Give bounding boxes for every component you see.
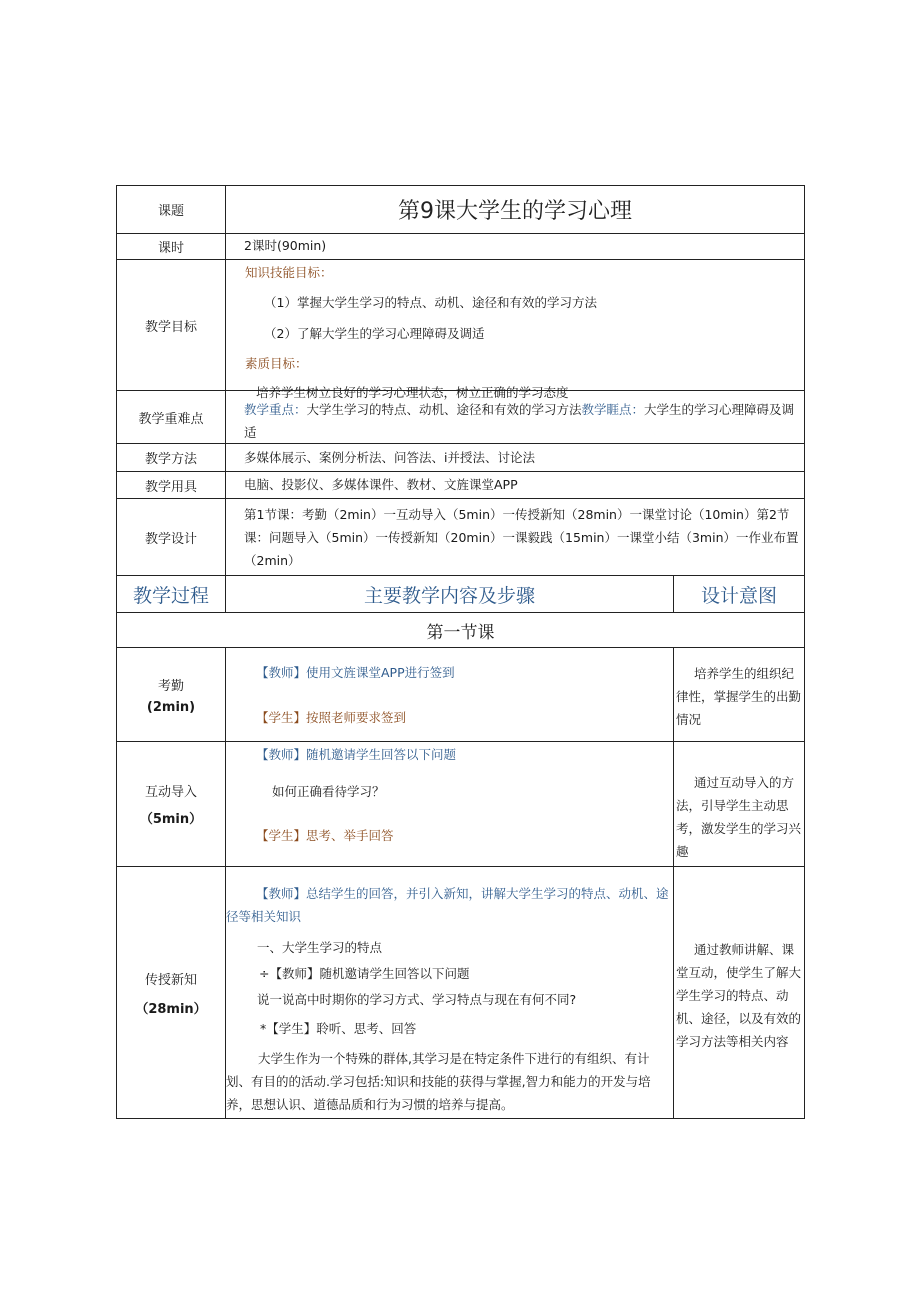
row-intro-intent: 通过互动导入的方法，引导学生主动思考，激发学生的学习兴趣 <box>676 775 802 859</box>
row-intro-label <box>117 742 225 866</box>
hours-label: 课时 <box>157 241 184 256</box>
goals-quality-title: 素质目标： <box>245 356 308 371</box>
design-value: 第1节课：考勤（2min）一互动导入（5min）一传授新知（28min）一课堂讨论（10min）第2节课：问题导入（5min）一传授新知（20min）一课毅践（15min）一课堂小结（3min）一作业布置（2min） <box>244 507 799 568</box>
key-focus-title: 教学重点： <box>244 402 307 417</box>
row-new-knowledge-name: 传授新知 <box>144 972 197 988</box>
tools-label: 教学用具 <box>144 479 197 495</box>
row-intro <box>117 742 804 866</box>
row-intro-time: （5min） <box>139 812 203 827</box>
row-new-knowledge <box>117 867 804 1118</box>
row-intro-student: 【学生】思考、举手回答 <box>256 828 394 843</box>
row-new-knowledge-time: （28min） <box>135 1001 207 1017</box>
row-new-knowledge-teacher: 【教师】总结学生的回答，并引入新知，讲解大学生学习的特点、动机、途径等相关知识 <box>226 886 669 924</box>
section-title: 第一节课 <box>426 622 495 643</box>
row-new-knowledge-paragraph: 大学生作为一个特殊的群体,其学习是在特定条件下进行的有组织、有计划、有目的的活动.学习包括:知识和技能的获得与掌握,智力和能力的开发与培养，思想认识、道德品质和行为习惯的培养与提高。 <box>226 1051 651 1112</box>
row-attendance-student: 【学生】按照老师要求签到 <box>256 710 407 725</box>
row-new-knowledge-intent: 通过教师讲解、课堂互动，使学生了解大学生学习的特点、动机、途径，以及有效的学习方法等相关内容 <box>676 942 802 1049</box>
row-intro-teacher: 【教师】随机邀请学生回答以下问题 <box>256 747 457 762</box>
method-label: 教学方法 <box>144 452 197 467</box>
goals-item-1: （1）掌握大学生学习的特点、动机、途径和有效的学习方法 <box>264 295 597 310</box>
row-new-knowledge-student: *【学生】聆听、思考、回答 <box>260 1021 417 1036</box>
row-attendance-teacher: 【教师】使用文旌课堂APP进行签到 <box>256 665 455 680</box>
design-label: 教学设计 <box>144 531 197 547</box>
key-content <box>244 398 804 444</box>
row-attendance-label <box>117 648 225 741</box>
row-new-knowledge-question: 说一说高中时期你的学习方式、学习特点与现在有何不同? <box>257 992 577 1007</box>
row-attendance <box>117 648 804 741</box>
key-difficulty-text: 大学生的学习心理障碍及调适 <box>244 402 795 440</box>
hours-value: 2课时(90min) <box>244 238 327 253</box>
row-attendance-name: 考勤 <box>157 678 184 694</box>
goals-item-2: （2）了解大学生的学习心理障碍及调适 <box>264 326 485 341</box>
row-attendance-intent: 培养学生的组织纪律性，掌握学生的出勤情况 <box>676 666 802 727</box>
topic-label: 课题 <box>157 204 184 219</box>
row-new-knowledge-teacher2: ÷【教师】随机邀请学生回答以下问题 <box>259 966 470 981</box>
row-intro-question: 如何正确看待学习？ <box>272 784 385 799</box>
key-focus-text: 大学生学习的特点、动机、途径和有效的学习方法 <box>306 402 582 417</box>
header-intent: 设计意图 <box>700 584 777 607</box>
key-label: 教学重难点 <box>138 411 204 427</box>
row-intro-name: 互动导入 <box>144 785 197 800</box>
header-process: 教学过程 <box>132 584 209 607</box>
row-new-knowledge-label <box>117 867 225 1118</box>
lesson-title: 第9课大学生的学习心理 <box>398 199 632 224</box>
goals-label: 教学目标 <box>144 319 197 335</box>
header-content: 主要教学内容及步骤 <box>363 584 535 607</box>
row-new-knowledge-heading: 一、大学生学习的特点 <box>257 940 383 955</box>
method-value: 多媒体展示、案例分析法、问答法、i并授法、讨论法 <box>244 450 535 465</box>
goals-quality-text: 培养学生树立良好的学习心理状态，树立正确的学习态度 <box>256 385 569 400</box>
tools-value: 电脑、投影仪、多媒体课件、教材、文旌课堂APP <box>244 477 518 492</box>
key-difficulty-title: 教学睚点： <box>581 402 645 417</box>
goals-knowledge-title: 知识技能目标： <box>245 265 333 280</box>
row-attendance-time: (2min) <box>146 699 196 715</box>
goals-content <box>226 260 804 400</box>
